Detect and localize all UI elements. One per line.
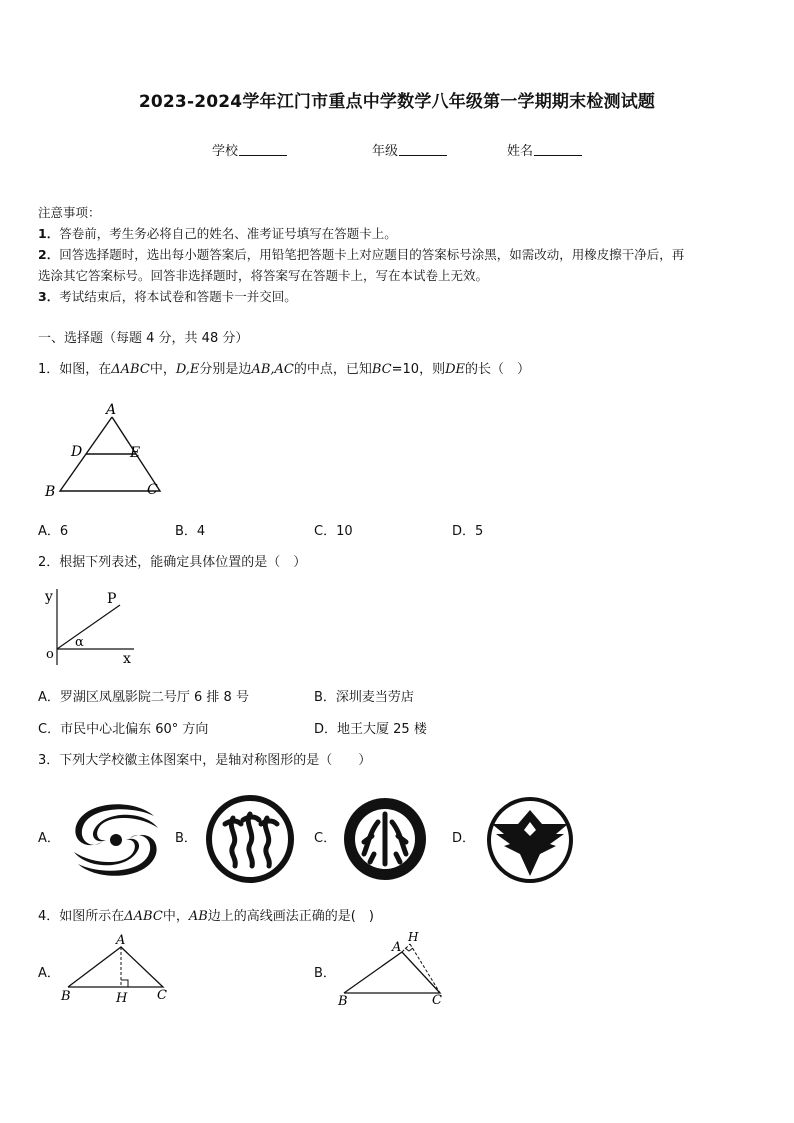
emblem-pku-icon bbox=[342, 796, 428, 882]
label-c: C bbox=[147, 482, 158, 498]
q4-figure-a bbox=[58, 932, 178, 1008]
name-blank[interactable] bbox=[534, 143, 582, 156]
q4-figure-b bbox=[334, 926, 454, 1010]
section-heading: 一、选择题（每题 4 分，共 48 分） bbox=[38, 331, 249, 346]
fig-b-label-c: C bbox=[432, 993, 442, 1008]
label-o: o bbox=[46, 647, 54, 662]
q3-option-c[interactable]: C． bbox=[314, 831, 337, 846]
fig-a-label-b: B bbox=[61, 989, 71, 1004]
school-blank[interactable] bbox=[239, 143, 287, 156]
q2-option-b[interactable]: B．深圳麦当劳店 bbox=[314, 690, 414, 705]
q1-option-c[interactable]: C．10 bbox=[314, 524, 353, 539]
right-angle-a bbox=[121, 980, 128, 987]
label-alpha: α bbox=[75, 635, 84, 650]
q3-option-d[interactable]: D． bbox=[452, 831, 476, 846]
q1-option-b[interactable]: B．4 bbox=[175, 524, 206, 539]
fig-b-label-h: H bbox=[408, 930, 419, 944]
school-field: 学校 bbox=[212, 140, 287, 159]
q1-option-a[interactable]: A．6 bbox=[38, 524, 69, 539]
fig-a-label-h: H bbox=[116, 991, 128, 1006]
fig-a-label-a: A bbox=[116, 933, 126, 948]
q1-stem: 1．如图，在ΔABC中，D,E分别是边AB,AC的中点，已知BC=10，则DE的长（ ） bbox=[38, 362, 531, 377]
label-a: A bbox=[106, 402, 117, 418]
q1-option-d[interactable]: D．5 bbox=[452, 524, 484, 539]
fig-b-label-a: A bbox=[392, 940, 402, 955]
grade-blank[interactable] bbox=[399, 143, 447, 156]
label-e: E bbox=[130, 445, 141, 461]
emblem-eagle-icon bbox=[484, 796, 576, 884]
q4-stem: 4．如图所示在ΔABC中，AB边上的高线画法正确的是( ) bbox=[38, 909, 374, 924]
grade-field: 年级 bbox=[372, 140, 447, 159]
q2-option-d[interactable]: D．地王大厦 25 楼 bbox=[314, 722, 427, 737]
q2-stem: 2．根据下列表述，能确定具体位置的是（ ） bbox=[38, 555, 307, 570]
triangle-a bbox=[68, 947, 163, 987]
name-field: 姓名 bbox=[507, 140, 582, 159]
q2-coordinate-figure bbox=[40, 583, 140, 669]
label-x: x bbox=[123, 651, 131, 667]
fig-b-label-b: B bbox=[338, 994, 348, 1009]
note-1: 1．答卷前，考生务必将自己的姓名、准考证号填写在答题卡上。 bbox=[38, 226, 397, 241]
label-y: y bbox=[45, 589, 53, 605]
page-title: 2023-2024学年江门市重点中学数学八年级第一学期期末检测试题 bbox=[138, 92, 656, 112]
altitude-b bbox=[410, 944, 440, 993]
q1-triangle-figure bbox=[40, 398, 170, 502]
q4-option-a[interactable]: A． bbox=[38, 966, 60, 981]
note-2-cont: 选涂其它答案标号。回答非选择题时，将答案写在答题卡上，写在本试卷上无效。 bbox=[38, 268, 489, 283]
q2-option-c[interactable]: C．市民中心北偏东 60° 方向 bbox=[38, 722, 209, 737]
label-b: B bbox=[45, 484, 56, 500]
q3-stem: 3．下列大学校徽主体图案中，是轴对称图形的是（ ） bbox=[38, 753, 372, 768]
q2-option-a[interactable]: A．罗湖区凤凰影院二号厅 6 排 8 号 bbox=[38, 690, 249, 705]
notes-block bbox=[38, 202, 760, 307]
q4-option-b[interactable]: B． bbox=[314, 966, 336, 981]
fig-a-label-c: C bbox=[157, 988, 167, 1003]
emblem-waves-icon bbox=[205, 794, 295, 884]
note-3: 3．考试结束后，将本试卷和答题卡一并交回。 bbox=[38, 289, 297, 304]
emblem-swirl-icon bbox=[68, 794, 164, 886]
ray-op bbox=[57, 605, 120, 649]
notes-heading: 注意事项： bbox=[38, 205, 101, 220]
right-angle-b bbox=[405, 948, 413, 951]
label-d: D bbox=[71, 444, 83, 460]
q3-option-a[interactable]: A． bbox=[38, 831, 60, 846]
label-p: P bbox=[107, 591, 117, 607]
q3-option-b[interactable]: B． bbox=[175, 831, 197, 846]
triangle-b bbox=[344, 952, 440, 993]
note-2: 2．回答选择题时，选出每小题答案后，用铅笔把答题卡上对应题目的答案标号涂黑，如需改动，用橡皮擦干净后，再 bbox=[38, 247, 685, 262]
